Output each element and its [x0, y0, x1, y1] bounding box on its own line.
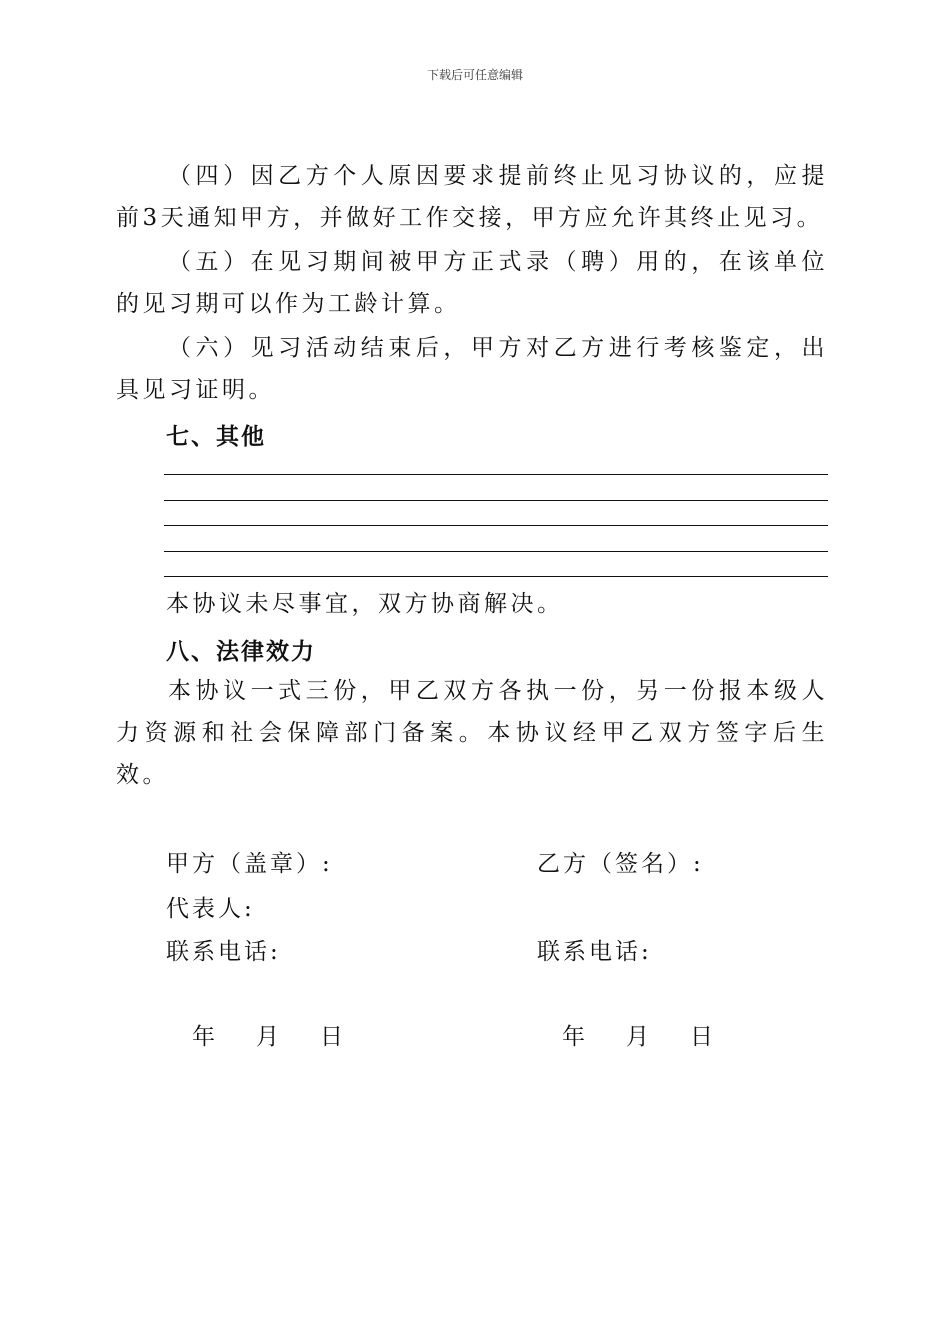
clause-5: （五）在见习期间被甲方正式录（聘）用的，在该单位的见习期可以作为工龄计算。: [116, 249, 828, 317]
blank-line: [164, 576, 828, 577]
clause-4: （四）因乙方个人原因要求提前终止见习协议的，应提前3天通知甲方，并做好工作交接，甲方应允许其终止见习。: [116, 163, 828, 231]
clause-6: （六）见习活动结束后，甲方对乙方进行考核鉴定，出具见习证明。: [116, 335, 828, 403]
party-b-year: 年: [562, 1024, 585, 1050]
blank-line: [164, 474, 828, 475]
blank-line: [164, 525, 828, 526]
section-7-closing: 本协议未尽事宜，双方协商解决。: [166, 591, 564, 617]
blank-line: [164, 551, 828, 552]
party-a-seal-label: 甲方（盖章）:: [166, 851, 333, 877]
party-b-day: 日: [690, 1024, 713, 1050]
party-a-month: 月: [256, 1024, 279, 1050]
header-note: 下载后可任意编辑: [426, 68, 523, 82]
party-a-year: 年: [192, 1024, 215, 1050]
party-b-month: 月: [626, 1024, 649, 1050]
section-8-body: 本协议一式三份，甲乙双方各执一份，另一份报本级人力资源和社会保障部门备案。本协议经甲乙双方签字后生效。: [116, 678, 828, 788]
party-a-representative-label: 代表人:: [166, 896, 255, 922]
party-b-phone-label: 联系电话:: [537, 939, 652, 965]
party-a-day: 日: [320, 1024, 343, 1050]
blank-line: [164, 500, 828, 501]
section-8-heading: 八、法律效力: [166, 639, 316, 665]
section-7-heading: 七、其他: [166, 424, 266, 450]
party-b-signature-label: 乙方（签名）:: [537, 851, 704, 877]
party-a-phone-label: 联系电话:: [166, 939, 281, 965]
